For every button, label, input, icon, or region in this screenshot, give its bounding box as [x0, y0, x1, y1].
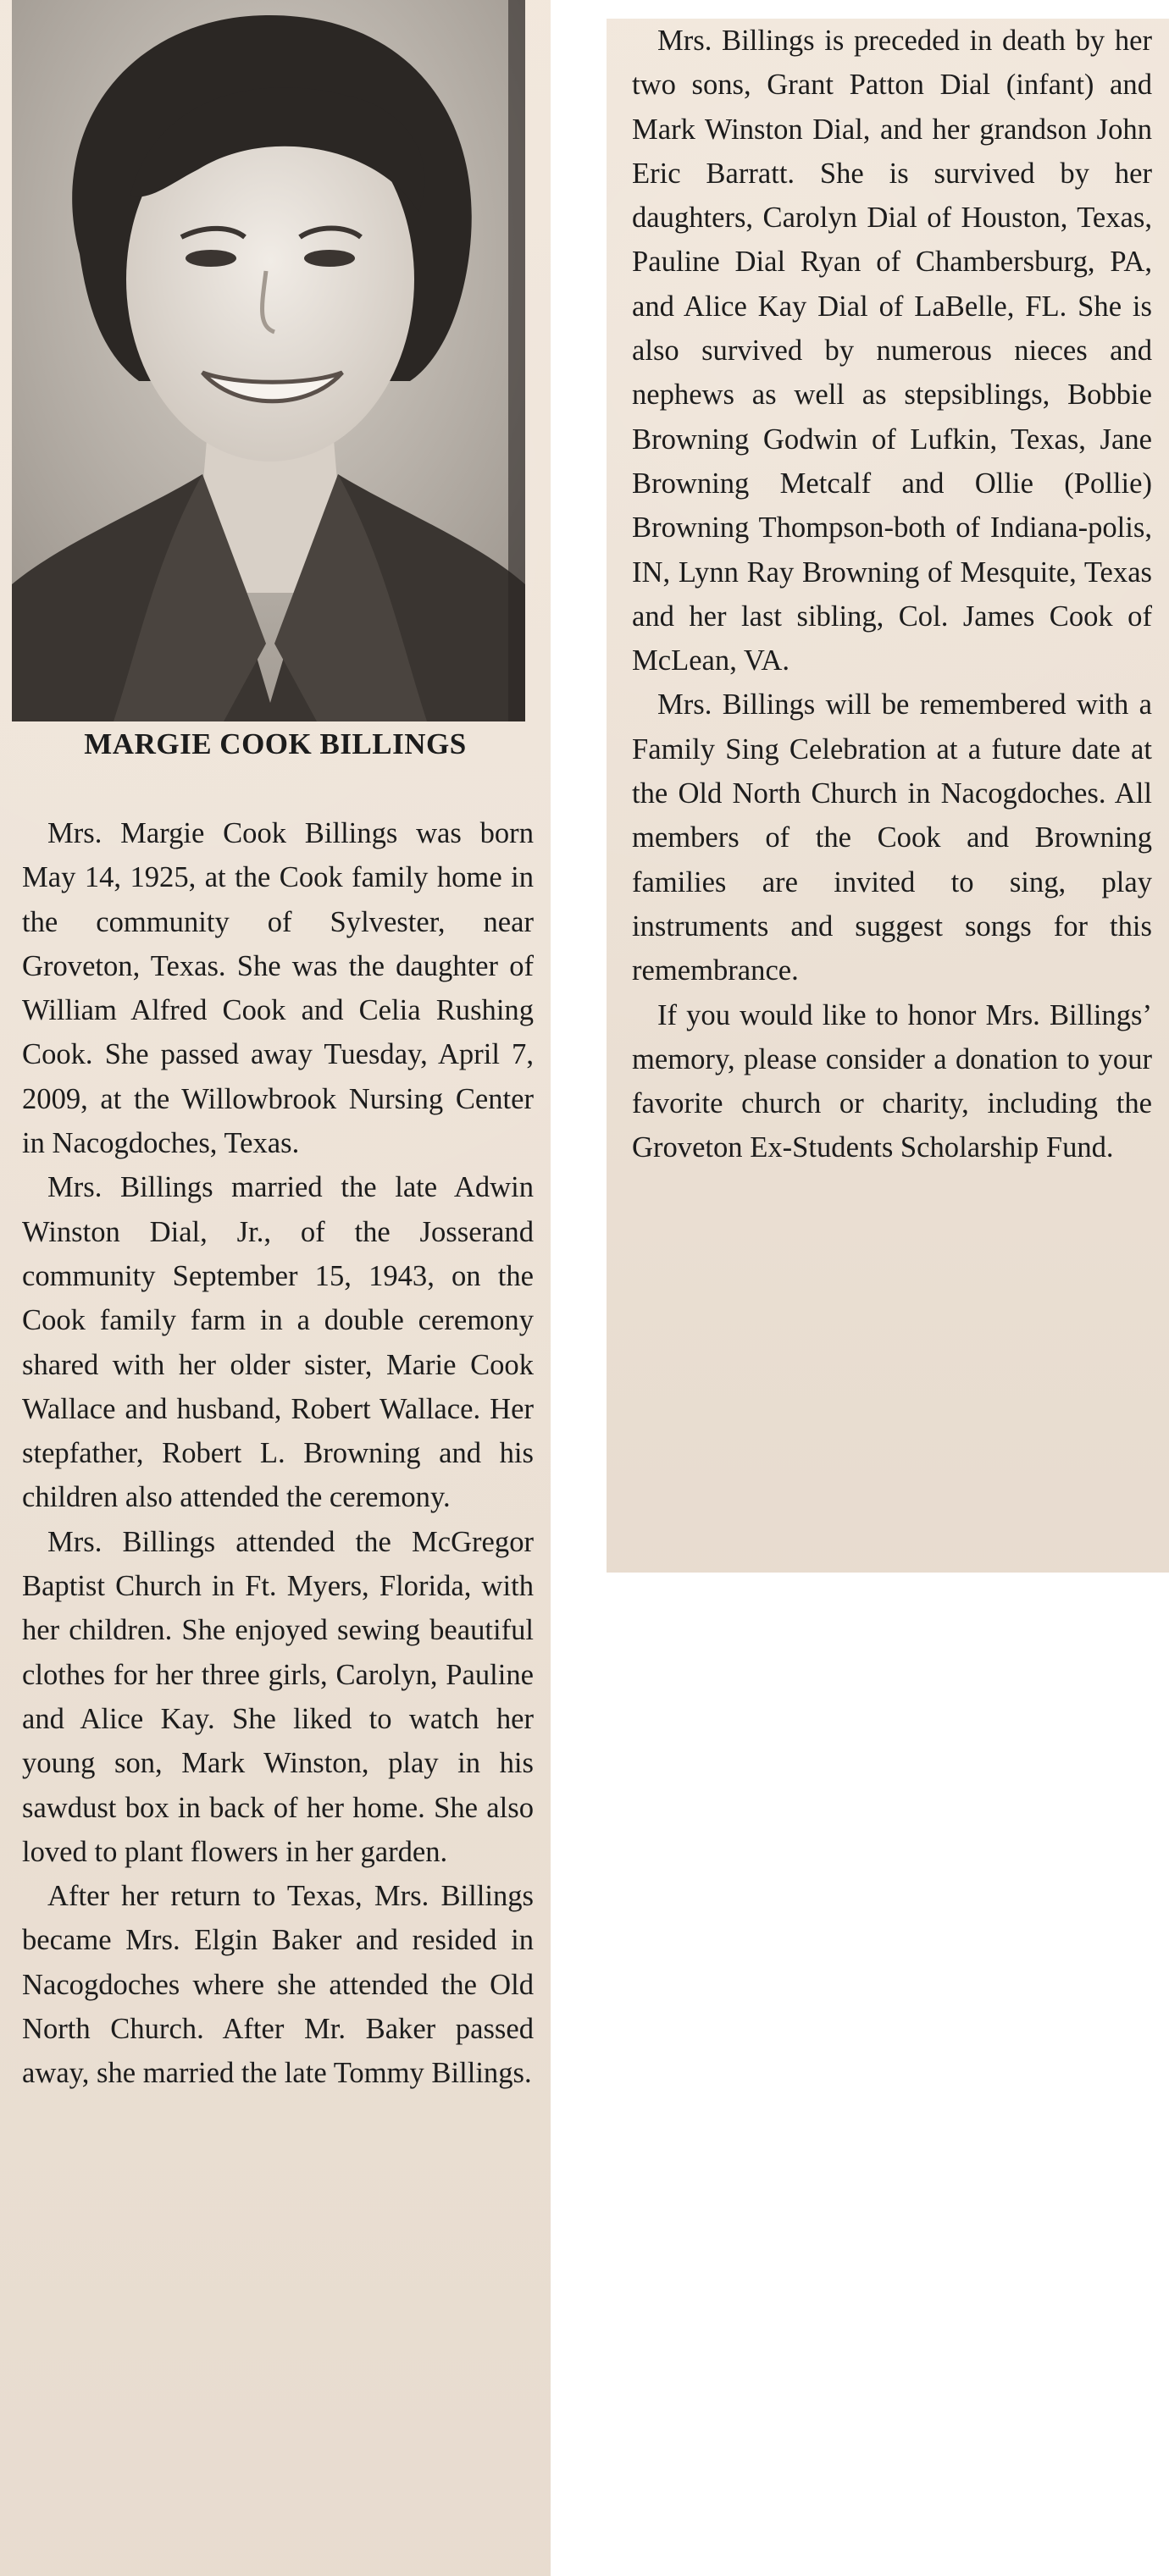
- paragraph-birth: Mrs. Margie Cook Billings was born May 14, 1925, at the Cook family home in the community of Sylvester, near Groveton, Texas. She was the daughter of William Alfred Cook and Celia Rushing Cook. She passed away Tuesday, April 7, 2009, at the Willowbrook Nursing Center in Nacogdoches, Texas.: [22, 817, 534, 1160]
- paragraph-return-texas: After her return to Texas, Mrs. Billings became Mrs. Elgin Baker and resided in Nacogdoches where she attended the Old North Church. After Mr. Baker passed away, she married the late Tommy Billings.: [22, 1880, 534, 2090]
- obituary-headline: MARGIE COOK BILLINGS: [84, 727, 467, 760]
- right-column-text: [632, 19, 1152, 1170]
- paragraph-survivors: Mrs. Billings is preceded in death by her two sons, Grant Patton Dial (infant) and Mark Winston Dial, and her grandson John Eric Barratt. She is survived by her daughters, Carolyn Dial of Houston, Texas, Pauline Dial Ryan of Chambersburg, PA, and Alice Kay Dial of LaBelle, FL. She is also survived by numerous nieces and nephews as well as stepsiblings, Bobbie Browning Godwin of Lufkin, Texas, Jane Browning Metcalf and Ollie (Pollie) Browning Thompson-both of Indiana-polis, IN, Lynn Ray Browning of Mesquite, Texas and her last sibling, Col. James Cook of McLean, VA.: [632, 25, 1152, 677]
- right-column-clipping: [607, 19, 1169, 1573]
- paragraph-donation: If you would like to honor Mrs. Billings’ memory, please consider a donation to your favorite church or charity, including the Groveton Ex-Students Scholarship Fund.: [632, 998, 1152, 1164]
- portrait-photo: [12, 0, 525, 721]
- paragraph-marriage: Mrs. Billings married the late Adwin Winston Dial, Jr., of the Josserand community September 15, 1943, on the Cook family farm in a double ceremony shared with her older sister, Marie Cook Wallace and husband, Robert Wallace. Her stepfather, Robert L. Browning and his children also attended the ceremony.: [22, 1171, 534, 1514]
- portrait-photo-graphic: [12, 0, 525, 721]
- left-column-clipping: [0, 0, 551, 2576]
- left-column-text: [22, 811, 534, 2096]
- paragraph-celebration: Mrs. Billings will be remembered with a Family Sing Celebration at a future date at the Old North Church in Nacogdoches. All members of the Cook and Browning families are invited to sing, play instruments and suggest songs for this remembrance.: [632, 688, 1152, 987]
- paragraph-florida: Mrs. Billings attended the McGregor Baptist Church in Ft. Myers, Florida, with her children. She enjoyed sewing beautiful clothes for her three girls, Carolyn, Pauline and Alice Kay. She liked to watch her young son, Mark Winston, play in his sawdust box in back of her home. She also loved to plant flowers in her garden.: [22, 1525, 534, 1868]
